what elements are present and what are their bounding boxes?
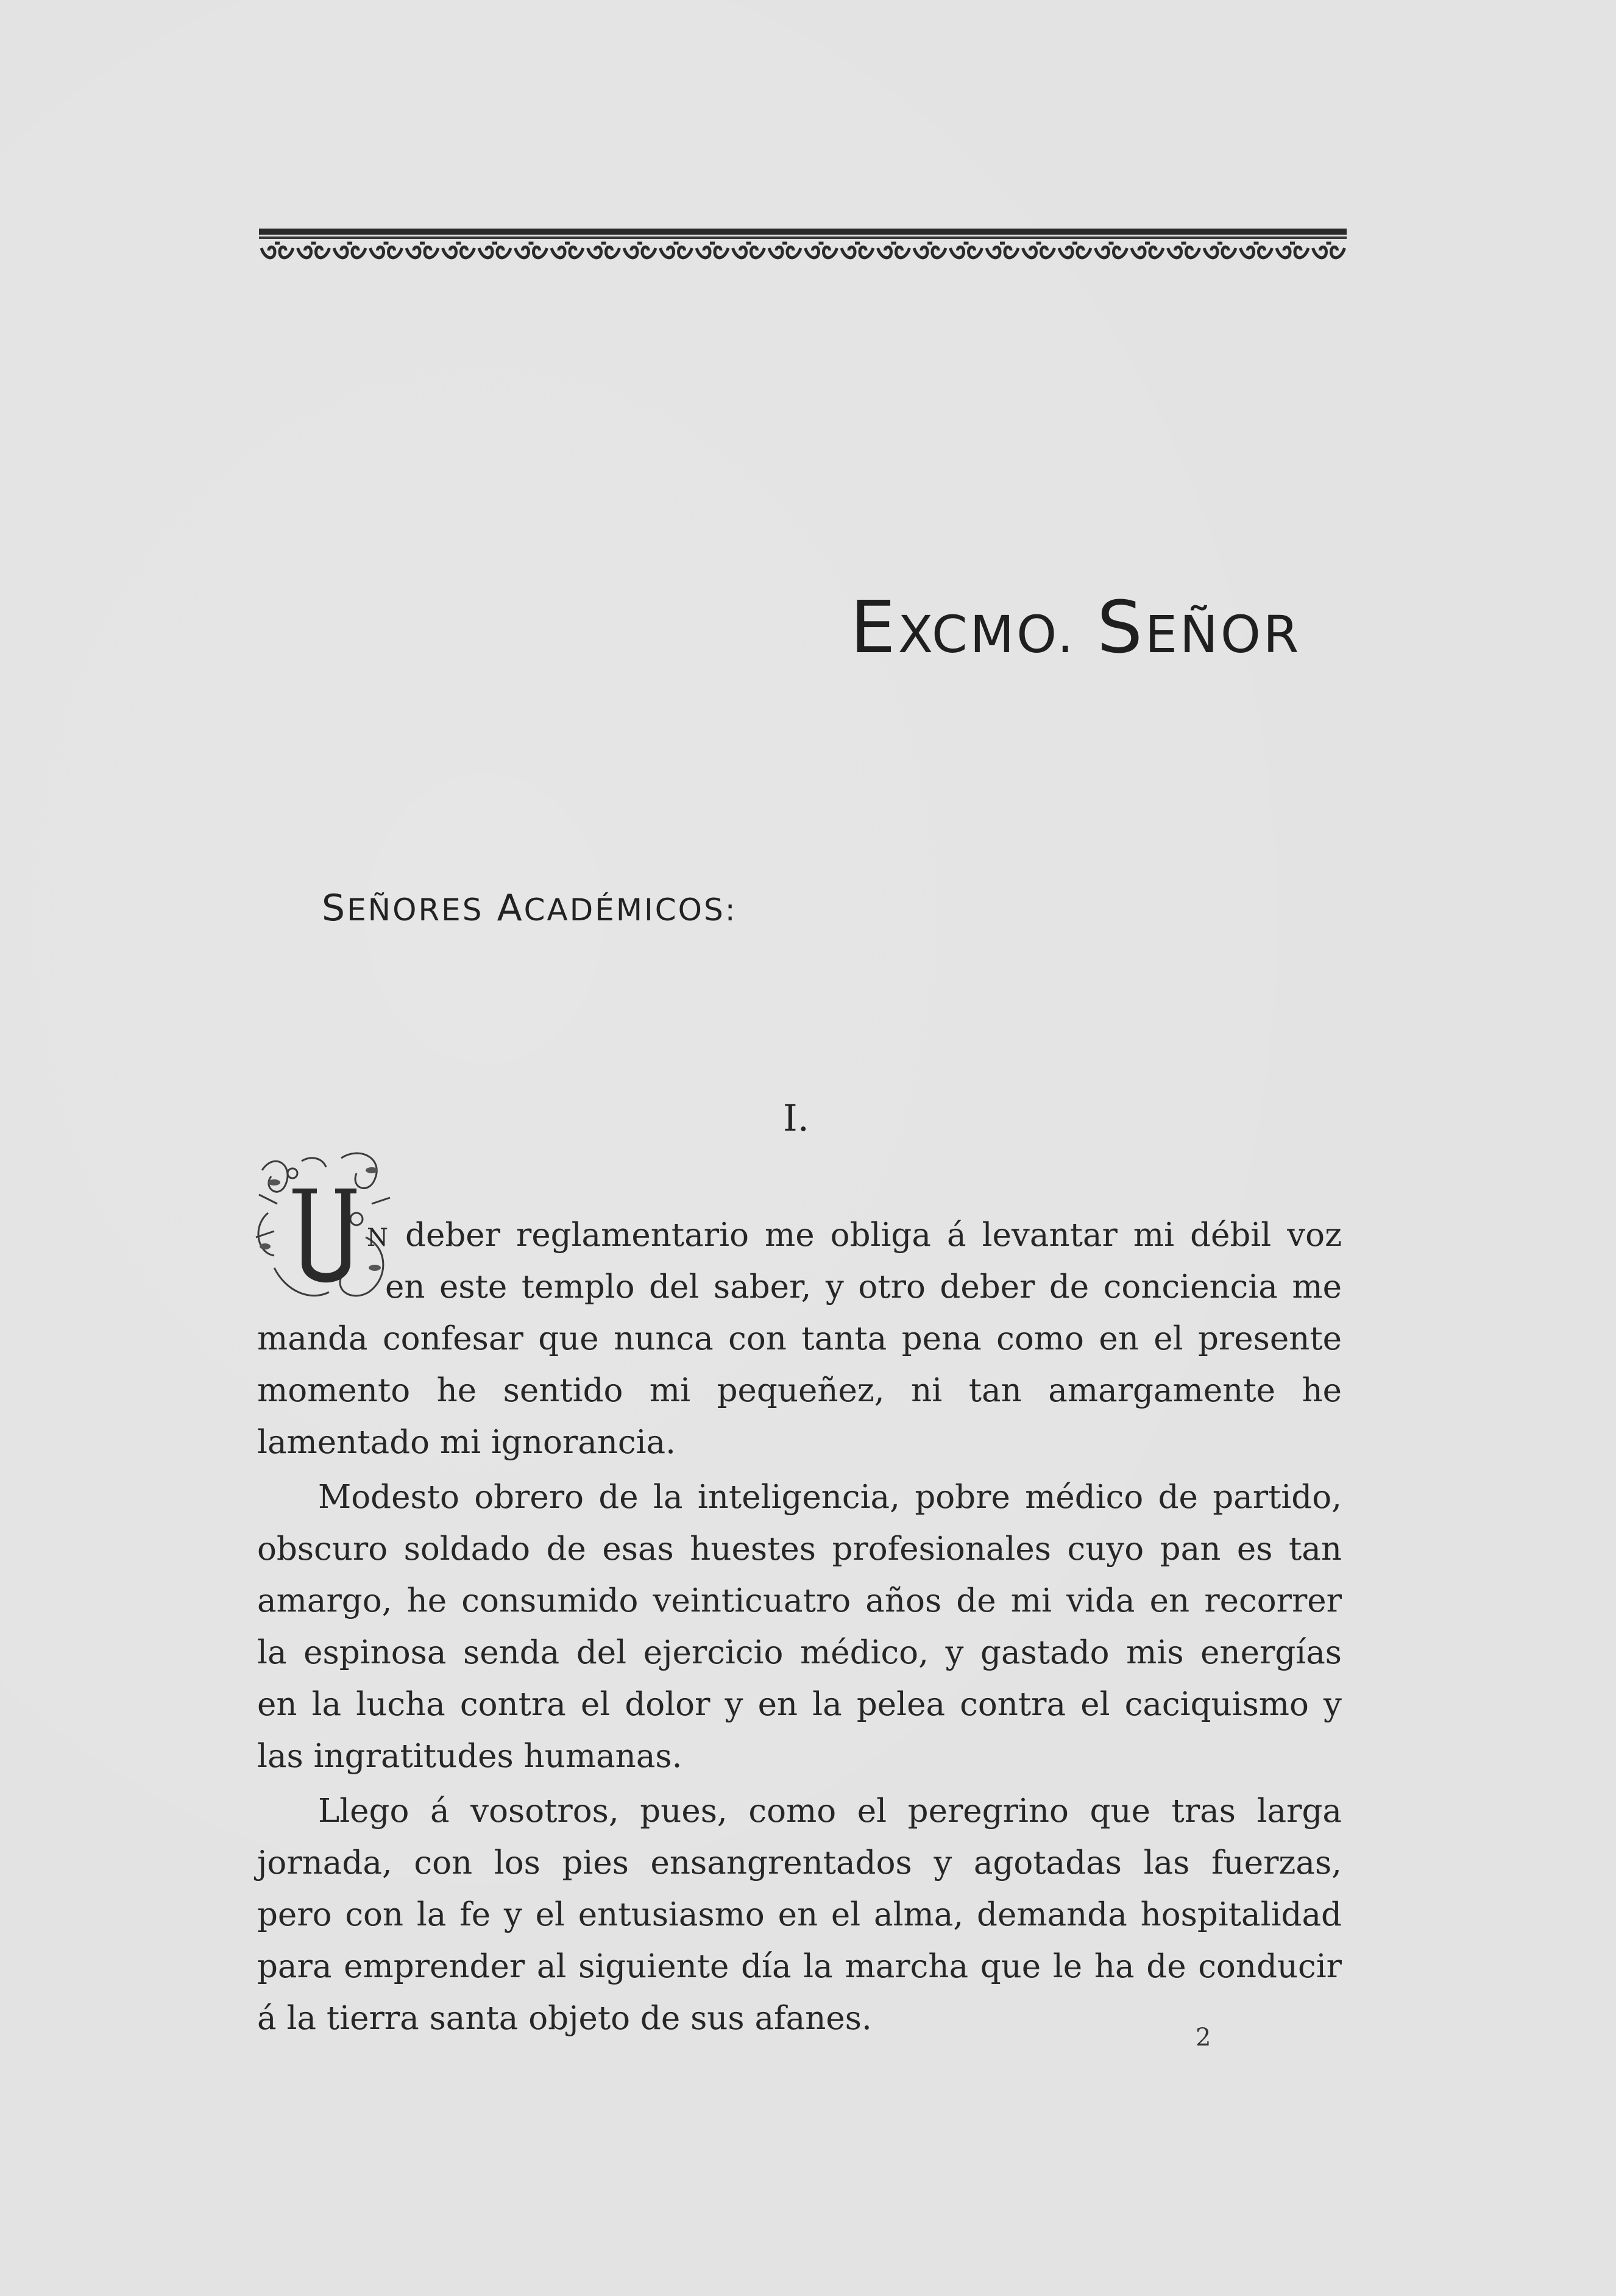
- ornament-scroll: [479, 243, 511, 258]
- ornament-scroll: [1096, 243, 1127, 258]
- ornament-scroll: [406, 243, 438, 258]
- paragraph-1-line-1-text: deber reglamentario me obliga á levantar mi débil voz: [405, 1217, 1342, 1254]
- paragraph-2-line-4: la espinosa senda del ejercicio médico, y gastado mis energías: [257, 1634, 1342, 1671]
- ornament-scroll: [588, 243, 620, 258]
- ornament-scroll: [806, 243, 837, 258]
- paragraph-1-line-1: [367, 1210, 1342, 1261]
- signature-mark: 2: [1196, 2024, 1211, 2052]
- paragraph-3-line-5: á la tierra santa objeto de sus afanes.: [257, 2000, 872, 2037]
- ornament-scroll: [914, 243, 946, 258]
- decorative-border-ornament: [259, 216, 1347, 271]
- paragraph-1-line-3: manda confesar que nunca con tanta pena como en el presente: [257, 1320, 1342, 1357]
- ornament-scroll: [842, 243, 873, 258]
- paragraph-1-line-4: momento he sentido mi pequeñez, ni tan amargamente he: [257, 1372, 1342, 1409]
- ornament-scroll: [551, 243, 583, 258]
- ornament-scroll: [1059, 243, 1091, 258]
- ornament-scroll: [516, 243, 547, 258]
- heading-initial-e: E: [850, 585, 898, 669]
- heading-word-2-rest: EÑOR: [1144, 605, 1302, 664]
- ornament-scroll: [624, 243, 656, 258]
- salutation-word-2-rest: CADÉMICOS:: [523, 892, 737, 928]
- ornament-scroll: [298, 243, 330, 258]
- ornament-scroll: [1241, 243, 1272, 258]
- salutation-initial-s: S: [322, 887, 347, 929]
- ornament-scroll: [370, 243, 402, 258]
- ornament-scroll: [878, 243, 910, 258]
- paragraph-2-line-2: obscuro soldado de esas huestes profesionales cuyo pan es tan: [257, 1530, 1342, 1568]
- first-line-lead: N: [367, 1224, 389, 1252]
- ornament-scroll: [951, 243, 982, 258]
- paragraph-2-line-5: en la lucha contra el dolor y en la pelea contra el caciquismo y: [257, 1686, 1342, 1723]
- paragraph-1-line-5: lamentado mi ignorancia.: [257, 1424, 676, 1461]
- paragraph-3-line-1: Llego á vosotros, pues, como el peregrino que tras larga: [318, 1793, 1342, 1830]
- salutation-word-1-rest: EÑORES: [347, 892, 484, 928]
- salutation: [322, 887, 870, 942]
- paragraph-2-line-1: Modesto obrero de la inteligencia, pobre médico de partido,: [318, 1479, 1342, 1516]
- paragraph-2-line-3: amargo, he consumido veinticuatro años de mi vida en recorrer: [257, 1582, 1342, 1619]
- ornament-scroll: [1204, 243, 1236, 258]
- ornament-scroll: [661, 243, 692, 258]
- ornament-scroll: [987, 243, 1018, 258]
- paragraph-3-line-4: para emprender al siguiente día la marcha que le ha de conducir: [257, 1948, 1342, 1985]
- ornament-scroll: [443, 243, 475, 258]
- ornament-scroll: [1023, 243, 1055, 258]
- ornament-scroll: [769, 243, 801, 258]
- ornament-scroll: [1313, 243, 1345, 258]
- paragraph-3-line-2: jornada, con los pies ensangrentados y agotadas las fuerzas,: [257, 1844, 1342, 1882]
- section-number: I.: [783, 1097, 809, 1140]
- heading-initial-s: S: [1097, 585, 1145, 669]
- page-heading: [850, 585, 1313, 670]
- ornament-scroll: [334, 243, 366, 258]
- paragraph-2-line-6: las ingratitudes humanas.: [257, 1738, 682, 1775]
- ornament-scroll: [261, 243, 293, 258]
- paragraph-1-line-2: en este templo del saber, y otro deber de conciencia me: [385, 1268, 1342, 1306]
- paragraph-3-line-3: pero con la fe y el entusiasmo en el alma, demanda hospitalidad: [257, 1896, 1342, 1933]
- ornament-scroll: [1277, 243, 1308, 258]
- ornament-scroll: [696, 243, 728, 258]
- ornament-scroll: [733, 243, 765, 258]
- heading-word-1-rest: XCMO.: [898, 605, 1076, 664]
- salutation-initial-a: A: [497, 887, 524, 929]
- ornament-scroll: [1132, 243, 1163, 258]
- ornament-scroll: [1168, 243, 1200, 258]
